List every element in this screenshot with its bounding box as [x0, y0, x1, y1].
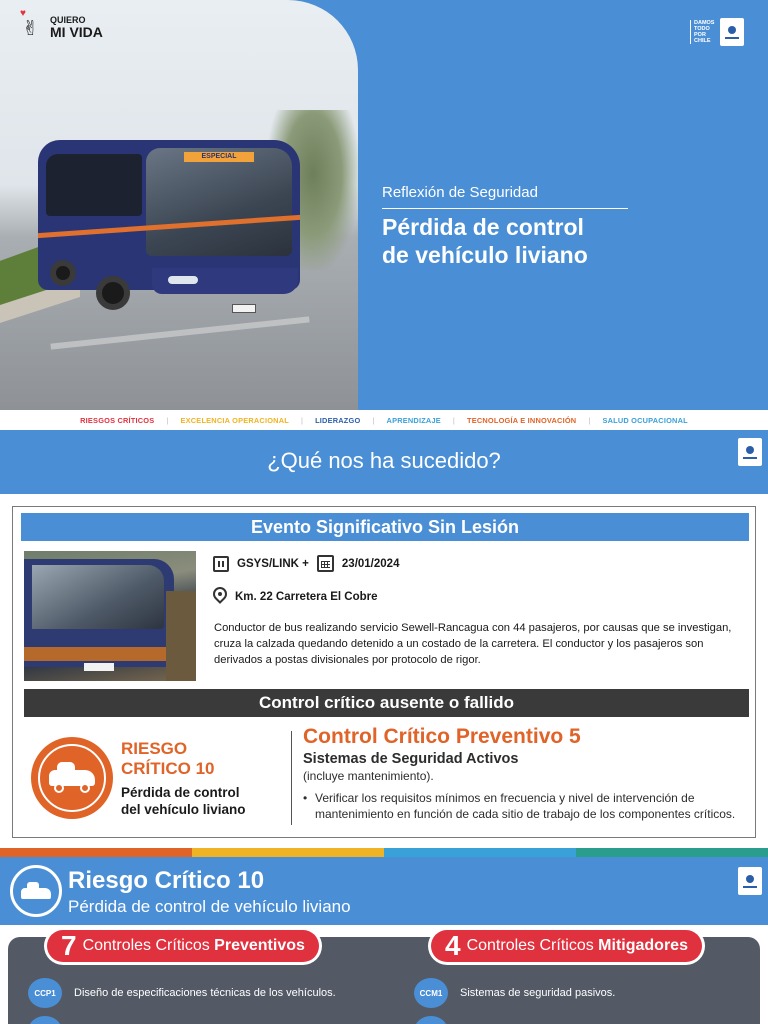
event-photo [24, 551, 196, 681]
heart-hand-icon [20, 14, 46, 40]
pickup-truck-icon [31, 737, 113, 819]
event-company: GSYS/LINK + [237, 557, 309, 570]
divider [291, 731, 292, 825]
control-item-ccm1 [414, 978, 615, 1008]
risk-title: RIESGO CRÍTICO 10 [121, 739, 215, 779]
event-date: 23/01/2024 [341, 557, 400, 570]
bus-photo [0, 0, 358, 410]
color-bar [0, 848, 768, 857]
calendar-icon [317, 555, 334, 572]
location-pin-icon [213, 587, 227, 607]
question-title: ¿Qué nos ha sucedido? [267, 448, 501, 473]
category-aprendizaje: APRENDIZAJE [386, 415, 441, 425]
event-location: Km. 22 Carretera El Cobre [235, 591, 378, 603]
event-description: Conductor de bus realizando servicio Sewell-Rancagua con 44 pasajeros, por causas que se investigan, cruza la calzada quedando detenido a un costado de la carretera. El conductor y los pasajeros son derivados a postas divisionales por protocolo de rigor. [214, 622, 732, 667]
category-excelencia-operacional: EXCELENCIA OPERACIONAL [180, 415, 289, 425]
ccp-note: (incluye mantenimiento). [303, 769, 434, 783]
control-item-text: Diseño de especificaciones técnicas de los vehículos. [74, 987, 336, 999]
hero-banner [0, 0, 768, 410]
hero-text [382, 184, 628, 269]
risk-section-title: Riesgo Crítico 10 [68, 867, 265, 894]
quiero-mi-vida-logo: ♥ ✌ QUIERO MI VIDA [20, 14, 103, 40]
event-location-row [213, 587, 378, 607]
mitigating-controls-pill: 4 Controles Críticos Mitigadores [431, 930, 702, 962]
question-band [0, 430, 768, 494]
event-meta [213, 555, 399, 572]
control-item-text: Sistemas de seguridad pasivos. [460, 987, 616, 999]
category-riesgos-criticos: RIESGOS CRÍTICOS [80, 415, 155, 425]
control-item-ccp1 [28, 978, 336, 1008]
risk-description: Pérdida de control del vehículo liviano [121, 785, 246, 817]
hero-title: Pérdida de control de vehículo liviano [382, 214, 588, 268]
ccp-title: Control Crítico Preventivo 5 [303, 725, 581, 748]
category-salud-ocupacional: SALUD OCUPACIONAL [602, 415, 688, 425]
codelco-logo [690, 18, 744, 46]
risk-section-subtitle: Pérdida de control de vehículo liviano [68, 897, 351, 916]
bus-illustration [38, 140, 300, 312]
ccp-subtitle: Sistemas de Seguridad Activos [303, 751, 519, 767]
event-header: Evento Significativo Sin Lesión [21, 513, 749, 541]
codelco-badge-icon [720, 18, 744, 46]
damos-todo-por-chile: DAMOS TODO POR CHILE [690, 20, 714, 44]
risk-section-header [0, 857, 768, 925]
category-liderazgo: LIDERAZGO [315, 415, 361, 425]
control-header: Control crítico ausente o fallido [24, 689, 749, 717]
hero-kicker: Reflexión de Seguridad [382, 184, 628, 209]
codelco-badge-icon [738, 438, 762, 466]
ccp-bullet: • Verificar los requisitos mínimos en frecuencia y nivel de intervención de mantenimiento en función de cada sitio de trabajo de los componentes críticos. [303, 791, 753, 822]
codelco-badge-icon [738, 867, 762, 895]
bus-banner: ESPECIAL [184, 152, 254, 162]
control-code-badge: CCP1 [28, 978, 62, 1008]
category-strip: RIESGOS CRÍTICOS | EXCELENCIA OPERACIONAL | LIDERAZGO | APRENDIZAJE | TECNOLOGÍA E INNOVACIÓN | SALUD OCUPACIONAL [80, 415, 688, 425]
event-card [12, 506, 756, 838]
control-code-badge: CCM1 [414, 978, 448, 1008]
preventive-controls-pill: 7 Controles Críticos Preventivos [47, 930, 319, 962]
category-tecnologia: TECNOLOGÍA E INNOVACIÓN [467, 415, 577, 425]
building-icon [213, 556, 229, 572]
pickup-truck-icon [10, 865, 62, 917]
